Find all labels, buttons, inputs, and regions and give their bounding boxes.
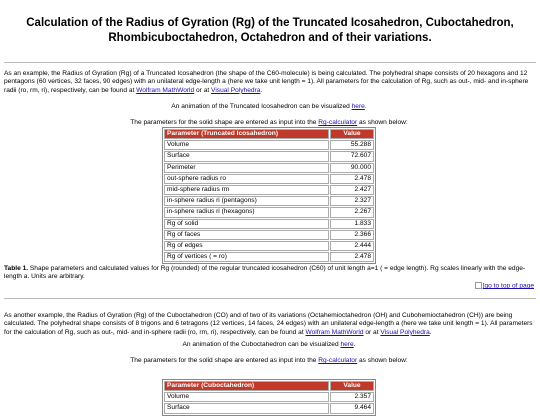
table-cell-value: 1.833: [330, 219, 374, 229]
table-row: [164, 185, 374, 195]
params-paragraph-2: The parameters for the solid shape are entered as input into the Rg-calculator as shown below:: [130, 357, 408, 364]
table-row: [164, 392, 374, 402]
visual-polyhedra-link[interactable]: Visual Polyhedra: [211, 86, 261, 94]
animation-paragraph-1: An animation of the Truncated Icosahedron can be visualized here.: [171, 103, 367, 110]
animation-paragraph-2: An animation of the Cuboctahedron can be visualized here.: [182, 341, 356, 348]
table-cell-value: 2.444: [330, 241, 374, 251]
table-cell-parameter: Rg of solid: [164, 219, 329, 229]
table-row: [164, 140, 374, 150]
page-title-line2: Rhombicuboctahedron, Octahedron and of their variations.: [108, 32, 432, 44]
table-row: [164, 241, 374, 251]
table-header-value: Value: [330, 381, 374, 391]
table-cell-parameter: Volume: [164, 140, 329, 150]
table-caption-1: Table 1. Shape parameters and calculated values for Rg (rounded) of the regular truncated icosahedron (C60) of unit length a=1 ( = edge length). Rg scales linearly with the edge-length a. Units are arbitrary.: [4, 265, 526, 281]
table-cell-parameter: in-sphere radius ri (pentagons): [164, 196, 329, 206]
animation-here-link-2[interactable]: here: [340, 341, 354, 348]
table-cell-parameter: Perimeter: [164, 163, 329, 173]
animation-here-link[interactable]: here: [351, 103, 365, 110]
table-cell-value: 2.366: [330, 230, 374, 240]
table-row: [164, 207, 374, 217]
table-row: [164, 163, 374, 173]
table-cell-value: 2.427: [330, 185, 374, 195]
table-cell-parameter: Rg of edges: [164, 241, 329, 251]
wolfram-mathworld-link[interactable]: Wolfram MathWorld: [136, 86, 195, 94]
params-paragraph-1: The parameters for the solid shape are entered as input into the Rg-calculator as shown below:: [130, 119, 408, 126]
table-header-row: [164, 381, 374, 391]
table-cell-parameter: Rg of vertices ( = ro): [164, 252, 329, 262]
table-row: [164, 151, 374, 161]
parameters-table-cuboctahedron: [162, 379, 376, 416]
rg-calculator-link[interactable]: Rg-calculator: [318, 119, 358, 126]
intro-paragraph-2: As another example, the Radius of Gyration (Rg) of the Cuboctahedron (CO) and of two of its variations (Octahemioctahedron (OH) and Cubohemioctahedron (CH)) are being calculated. The polyhedral shape consists of 8 trigons and 6 tetragons (12 vertices, 14 faces, 24 edges) with an unilateral edge-length a (here we take unit length = 1). All parameters for the calculation of Rg, such as out-, mid- and in-sphere radii (ro, rm, ri), respectively, can be found at Wolfram MathWorld or at Visual Polyhedra.: [4, 312, 533, 336]
table-cell-parameter: out-sphere radius ro: [164, 174, 329, 184]
table-cell-value: 2.478: [330, 174, 374, 184]
broken-image-icon: [475, 282, 482, 289]
table-cell-value: 72.607: [330, 151, 374, 161]
visual-polyhedra-link-2[interactable]: Visual Polyhedra: [380, 328, 430, 336]
table-cell-value: 2.478: [330, 252, 374, 262]
page-title-line1: Calculation of the Radius of Gyration (Rg) of the Truncated Icosahedron, Cuboctahedron,: [26, 17, 514, 29]
table-row: [164, 230, 374, 240]
intro-paragraph-1: As an example, the Radius of Gyration (Rg) of a Truncated Icosahedron (the shape of the C60-molecule) is being calculated. The polyhedral shape consists of 20 hexagons and 12 pentagons (60 vertices, 32 faces, 90 edges) with an unilateral edge-length a (here we take unit length = 1). All parameters for the calculation of Rg, such as out-, mid- and in-sphere radii (ro, rm, ri), respectively, can be found at Wolfram MathWorld or at Visual Polyhedra.: [4, 70, 529, 94]
parameters-table-truncated-icosahedron: [162, 127, 376, 264]
go-to-top-link[interactable]: [go to top of page: [475, 282, 534, 289]
table-cell-parameter: Surface: [164, 403, 329, 413]
table-cell-value: 90.000: [330, 163, 374, 173]
divider: [4, 298, 536, 299]
table-cell-value: 2.327: [330, 196, 374, 206]
table-row: [164, 252, 374, 262]
table-cell-parameter: in-sphere radius ri (hexagons): [164, 207, 329, 217]
table-header-value: Value: [330, 129, 374, 139]
rg-calculator-link-2[interactable]: Rg-calculator: [318, 357, 358, 364]
table-cell-value: 2.267: [330, 207, 374, 217]
table-header-parameter: Parameter (Truncated Icosahedron): [164, 129, 329, 139]
table-cell-parameter: Rg of faces: [164, 230, 329, 240]
table-cell-parameter: mid-sphere radius rm: [164, 185, 329, 195]
table-header-parameter: Parameter (Cuboctahedron): [164, 381, 329, 391]
divider: [4, 62, 536, 63]
page-title: [20, 16, 520, 46]
table-cell-parameter: Surface: [164, 151, 329, 161]
table-header-row: [164, 129, 374, 139]
table-cell-value: 55.288: [330, 140, 374, 150]
table-row: [164, 219, 374, 229]
table-cell-parameter: Volume: [164, 392, 329, 402]
table-cell-value: 2.357: [330, 392, 374, 402]
wolfram-mathworld-link-2[interactable]: Wolfram MathWorld: [305, 328, 364, 336]
table-row: [164, 174, 374, 184]
table-row: [164, 196, 374, 206]
table-cell-value: 9.464: [330, 403, 374, 413]
